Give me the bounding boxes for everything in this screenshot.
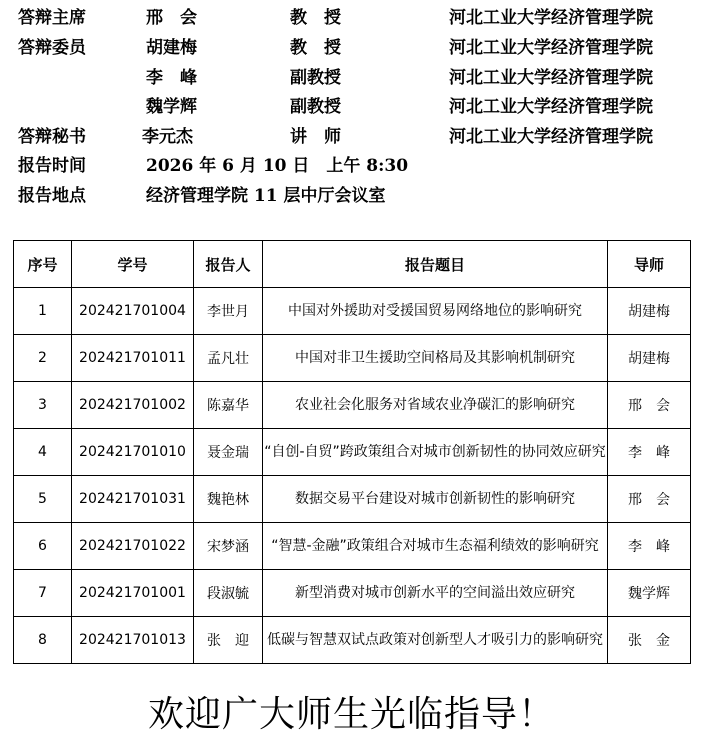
- cell-topic: “自创-自贸”跨政策组合对城市创新韧性的协同效应研究: [263, 429, 608, 476]
- cell-topic: 数据交易平台建设对城市创新韧性的影响研究: [263, 476, 608, 523]
- table-row: [14, 523, 691, 570]
- member-name: 胡建梅: [146, 38, 197, 58]
- welcome-footer: 欢迎广大师生光临指导！: [147, 694, 555, 735]
- cell-no: 1: [14, 288, 72, 335]
- time-row: [0, 154, 703, 178]
- member-title: 副教授: [290, 97, 341, 117]
- cell-advisor: 胡建梅: [608, 335, 691, 382]
- member-row: [0, 95, 703, 119]
- cell-topic: 低碳与智慧双试点政策对创新型人才吸引力的影响研究: [263, 617, 608, 664]
- header-reporter: 报告人: [194, 241, 263, 288]
- header-student-id: 学号: [72, 241, 194, 288]
- cell-student-id: 202421701010: [72, 429, 194, 476]
- header-advisor: 导师: [608, 241, 691, 288]
- chair-role: 答辩主席: [18, 8, 86, 28]
- cell-student-id: 202421701004: [72, 288, 194, 335]
- cell-reporter: 聂金瑞: [194, 429, 263, 476]
- cell-reporter: 宋梦涵: [194, 523, 263, 570]
- place-value: 经济管理学院 11 层中厅会议室: [146, 186, 386, 206]
- cell-advisor: 李 峰: [608, 429, 691, 476]
- cell-reporter: 李世月: [194, 288, 263, 335]
- cell-advisor: 张 金: [608, 617, 691, 664]
- cell-advisor: 胡建梅: [608, 288, 691, 335]
- member-role: 答辩委员: [18, 38, 86, 58]
- chair-name: 邢 会: [146, 8, 197, 28]
- member-name: 魏学辉: [146, 97, 197, 117]
- member-org: 河北工业大学经济管理学院: [449, 38, 653, 58]
- table-row: [14, 382, 691, 429]
- cell-no: 7: [14, 570, 72, 617]
- cell-no: 3: [14, 382, 72, 429]
- cell-no: 4: [14, 429, 72, 476]
- member-row: [0, 36, 703, 60]
- chair-row: [0, 6, 703, 30]
- table-row: [14, 429, 691, 476]
- secretary-title: 讲 师: [290, 127, 341, 147]
- secretary-name: 李元杰: [142, 127, 193, 147]
- time-label: 报告时间: [18, 156, 86, 176]
- cell-topic: 农业社会化服务对省域农业净碳汇的影响研究: [263, 382, 608, 429]
- table-header-row: [14, 241, 691, 288]
- table-row: [14, 335, 691, 382]
- cell-reporter: 魏艳林: [194, 476, 263, 523]
- cell-no: 2: [14, 335, 72, 382]
- cell-advisor: 邢 会: [608, 476, 691, 523]
- cell-student-id: 202421701013: [72, 617, 194, 664]
- cell-no: 5: [14, 476, 72, 523]
- cell-student-id: 202421701011: [72, 335, 194, 382]
- member-title: 教 授: [290, 38, 341, 58]
- cell-reporter: 陈嘉华: [194, 382, 263, 429]
- cell-topic: 中国对非卫生援助空间格局及其影响机制研究: [263, 335, 608, 382]
- secretary-row: [0, 125, 703, 149]
- cell-advisor: 魏学辉: [608, 570, 691, 617]
- cell-student-id: 202421701031: [72, 476, 194, 523]
- chair-title: 教 授: [290, 8, 341, 28]
- cell-reporter: 孟凡壮: [194, 335, 263, 382]
- table-row: [14, 476, 691, 523]
- member-org: 河北工业大学经济管理学院: [449, 68, 653, 88]
- place-label: 报告地点: [18, 186, 86, 206]
- cell-topic: 中国对外援助对受援国贸易网络地位的影响研究: [263, 288, 608, 335]
- cell-reporter: 段淑毓: [194, 570, 263, 617]
- secretary-role: 答辩秘书: [18, 127, 86, 147]
- secretary-org: 河北工业大学经济管理学院: [449, 127, 653, 147]
- member-name: 李 峰: [146, 68, 197, 88]
- chair-org: 河北工业大学经济管理学院: [449, 8, 653, 28]
- member-title: 副教授: [290, 68, 341, 88]
- table-row: [14, 617, 691, 664]
- cell-topic: 新型消费对城市创新水平的空间溢出效应研究: [263, 570, 608, 617]
- cell-topic: “智慧-金融”政策组合对城市生态福利绩效的影响研究: [263, 523, 608, 570]
- cell-no: 6: [14, 523, 72, 570]
- cell-reporter: 张 迎: [194, 617, 263, 664]
- cell-student-id: 202421701001: [72, 570, 194, 617]
- place-row: [0, 184, 703, 208]
- table-row: [14, 288, 691, 335]
- time-value: 2026 年 6 月 10 日 上午 8:30: [146, 156, 409, 176]
- cell-advisor: 李 峰: [608, 523, 691, 570]
- table-row: [14, 570, 691, 617]
- cell-student-id: 202421701022: [72, 523, 194, 570]
- cell-no: 8: [14, 617, 72, 664]
- member-row: [0, 66, 703, 90]
- report-schedule-table: [13, 240, 691, 664]
- header-no: 序号: [14, 241, 72, 288]
- cell-advisor: 邢 会: [608, 382, 691, 429]
- header-topic: 报告题目: [263, 241, 608, 288]
- member-org: 河北工业大学经济管理学院: [449, 97, 653, 117]
- cell-student-id: 202421701002: [72, 382, 194, 429]
